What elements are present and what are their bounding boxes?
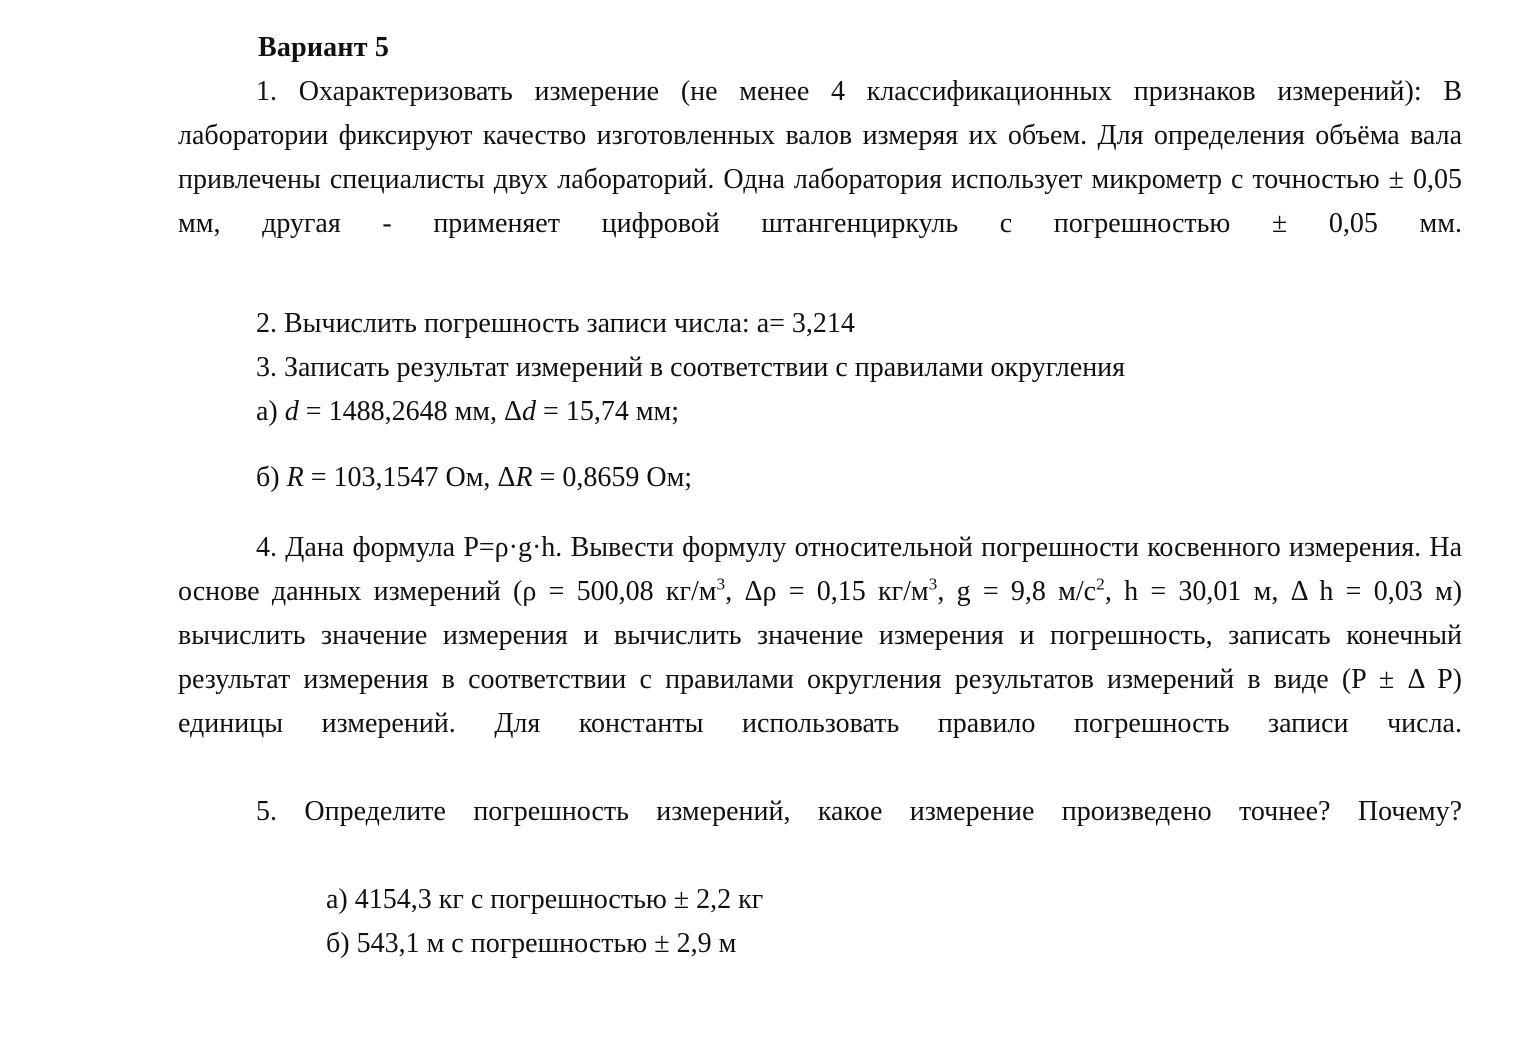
sub-b-label: б) [256,462,280,493]
q4-text-part-2: , Δρ = 0,15 кг/м [725,576,929,607]
question-4-paragraph [178,526,1462,790]
page-title: Вариант 5 [258,32,390,63]
question-5-sub-a: а) 4154,3 кг с погрешностью ± 2,2 кг [326,884,764,915]
sub-b-delta-group [497,462,532,493]
sub-a-delta-variable: d [522,396,537,427]
question-3-sub-b [178,456,1462,500]
sub-a-value: 1488,2648 [328,396,448,427]
question-1-paragraph: 1. Охарактеризовать измерение (не менее 4 классификационных признаков измерений): В лаборатории фиксируют качество изготовленных валов измеряя их объем. Для определения объёма вала привлечены специалисты двух лабораторий. Одна лаборатория использует микрометр с точностью ± 0,05 мм, другая - применяет цифровой штангенциркуль с погрешностью ± 0,05 мм. [178,76,1462,239]
q4-text-part-3: , g = 9,8 м/с [937,576,1097,607]
sub-a-delta-symbol: Δ [504,396,523,427]
sub-a-equals: = [305,396,322,427]
sub-a-label: а) [256,396,278,427]
question-3-sub-a [178,390,1462,434]
q4-superscript-1: 3 [716,574,726,594]
document-content [178,26,1462,966]
question-3-line: 3. Записать результат измерений в соответствии с правилами округления [256,352,1126,383]
question-5-sub-b: б) 543,1 м с погрешностью ± 2,9 м [326,928,737,959]
q4-superscript-3: 2 [1096,574,1105,594]
sub-b-delta-unit: Ом; [646,462,693,493]
sub-a-delta-value: 15,74 [565,396,629,427]
spacer [178,290,1462,302]
sub-b-delta-value: 0,8659 [562,462,640,493]
spacer [178,500,1462,526]
sub-b-delta-variable: R [515,462,533,493]
sub-a-variable: d [284,396,299,427]
q4-superscript-2: 3 [928,574,938,594]
sub-a-delta-equals: = [543,396,559,427]
sub-b-delta-symbol: Δ [497,462,516,493]
sub-b-equals: = [310,462,327,493]
q4-text-part-1: 4. Дана формула P=ρ·g·h. Вывести формулу относительной погрешности косвенного измерения. На основе данных измерений (ρ = 500,08 кг/м [178,532,1462,607]
sub-a-delta-unit: мм; [635,396,680,427]
sub-b-unit: Ом, [445,462,491,493]
q4-text-part-4: , h = 30,01 м, Δ h = 0,03 м) вычислить значение измерения и вычислить значение измерения и погрешность, записать конечный результат измерения в соответствии с правилами округления результатов измерений в виде (P ± Δ P) единицы измерений. Для константы использовать правило погрешность записи числа. [178,576,1463,739]
sub-b-delta-equals: = [539,462,556,493]
sub-a-delta-group [504,396,536,427]
sub-b-value: 103,1547 [333,462,439,493]
question-2-line: 2. Вычислить погрешность записи числа: a= 3,214 [256,308,855,339]
question-5-paragraph: 5. Определите погрешность измерений, какое измерение произведено точнее? Почему? [256,796,1462,827]
sub-a-unit: мм, [454,396,497,427]
sub-b-variable: R [286,462,304,493]
spacer [178,434,1462,456]
